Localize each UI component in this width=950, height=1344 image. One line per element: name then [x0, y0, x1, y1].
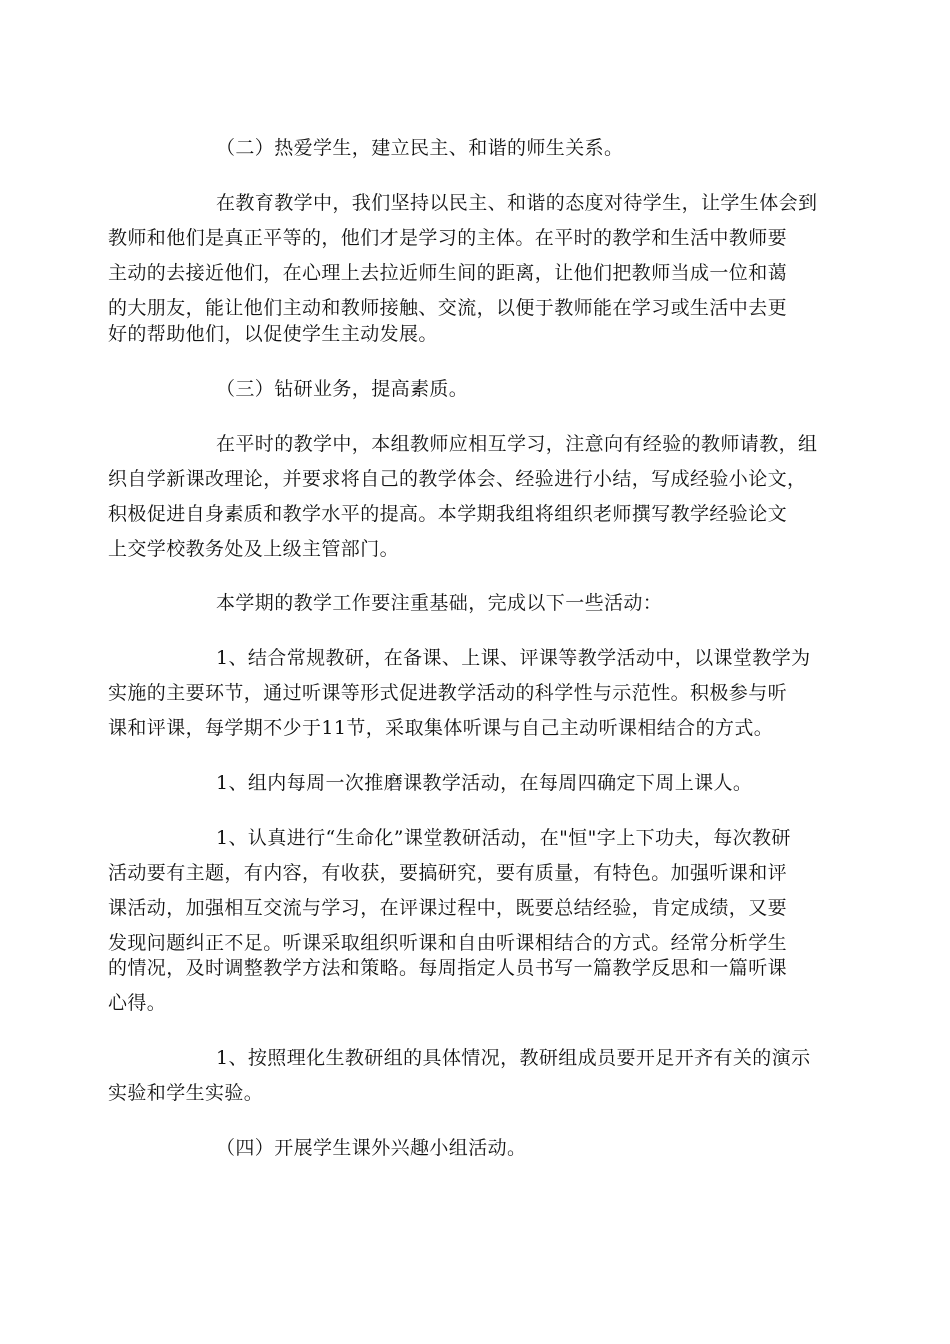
section-heading: （三）钻研业务，提高素质。 [216, 378, 469, 400]
paragraph-line: 积极促进自身素质和教学水平的提高。本学期我组将组织老师撰写教学经验论文 [108, 503, 788, 525]
paragraph-line: 主动的去接近他们，在心理上去拉近师生间的距离，让他们把教师当成一位和蔼 [108, 262, 788, 284]
section-heading: （二）热爱学生，建立民主、和谐的师生关系。 [216, 137, 624, 159]
paragraph-line: 本学期的教学工作要注重基础，完成以下一些活动： [216, 592, 663, 614]
paragraph-line: 教师和他们是真正平等的，他们才是学习的主体。在平时的教学和生活中教师要 [108, 227, 788, 249]
list-item-line: 实验和学生实验。 [108, 1082, 264, 1104]
section-heading: （四）开展学生课外兴趣小组活动。 [216, 1137, 527, 1159]
list-item-line: 1、组内每周一次推磨课教学活动，在每周四确定下周上课人。 [216, 772, 753, 794]
paragraph-line: 好的帮助他们，以促使学生主动发展。 [108, 323, 438, 345]
paragraph-line: 织自学新课改理论，并要求将自己的教学体会、经验进行小结，写成经验小论文， [108, 468, 807, 490]
list-item-line: 实施的主要环节，通过听课等形式促进教学活动的科学性与示范性。积极参与听 [108, 682, 788, 704]
list-item-line: 课活动，加强相互交流与学习，在评课过程中，既要总结经验，肯定成绩，又要 [108, 897, 788, 919]
paragraph-line: 在教育教学中，我们坚持以民主、和谐的态度对待学生，让学生体会到 [216, 192, 818, 214]
list-item-line: 1、结合常规教研，在备课、上课、评课等教学活动中，以课堂教学为 [216, 647, 811, 669]
list-item-line: 课和评课，每学期不少于11节，采取集体听课与自己主动听课相结合的方式。 [108, 717, 774, 739]
list-item-line: 的情况，及时调整教学方法和策略。每周指定人员书写一篇教学反思和一篇听课 [108, 957, 788, 979]
list-item-line: 1、按照理化生教研组的具体情况，教研组成员要开足开齐有关的演示 [216, 1047, 811, 1069]
paragraph-line: 在平时的教学中，本组教师应相互学习，注意向有经验的教师请教，组 [216, 433, 818, 455]
list-item-line: 1、认真进行“生命化”课堂教研活动，在"恒"字上下功夫，每次教研 [216, 827, 791, 849]
list-item-line: 活动要有主题，有内容，有收获，要搞研究，要有质量，有特色。加强听课和评 [108, 862, 788, 884]
list-item-line: 发现问题纠正不足。听课采取组织听课和自由听课相结合的方式。经常分析学生 [108, 932, 788, 954]
paragraph-line: 上交学校教务处及上级主管部门。 [108, 538, 400, 560]
paragraph-line: 的大朋友，能让他们主动和教师接触、交流，以便于教师能在学习或生活中去更 [108, 297, 788, 319]
list-item-line: 心得。 [108, 992, 167, 1014]
